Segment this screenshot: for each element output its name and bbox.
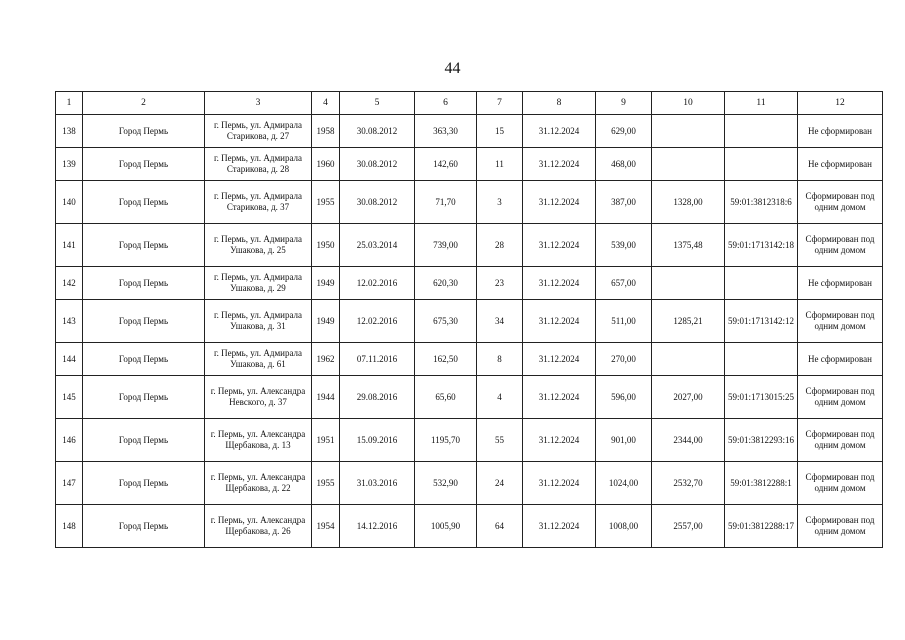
count-cell: 55 xyxy=(477,419,523,462)
city-cell: Город Пермь xyxy=(83,462,205,505)
row-number-cell: 141 xyxy=(56,224,83,267)
land-area-cell: 468,00 xyxy=(596,148,652,181)
plot-area-cell: 1328,00 xyxy=(652,181,725,224)
deadline-cell: 31.12.2024 xyxy=(523,267,596,300)
count-cell: 23 xyxy=(477,267,523,300)
area-cell: 620,30 xyxy=(415,267,477,300)
date-cell: 29.08.2016 xyxy=(340,376,415,419)
row-number-cell: 143 xyxy=(56,300,83,343)
column-header: 2 xyxy=(83,92,205,115)
area-cell: 675,30 xyxy=(415,300,477,343)
deadline-cell: 31.12.2024 xyxy=(523,115,596,148)
year-cell: 1949 xyxy=(312,300,340,343)
count-cell: 64 xyxy=(477,505,523,548)
year-cell: 1949 xyxy=(312,267,340,300)
city-cell: Город Пермь xyxy=(83,267,205,300)
table-row xyxy=(56,267,883,300)
row-number-cell: 139 xyxy=(56,148,83,181)
count-cell: 11 xyxy=(477,148,523,181)
deadline-cell: 31.12.2024 xyxy=(523,148,596,181)
year-cell: 1960 xyxy=(312,148,340,181)
deadline-cell: 31.12.2024 xyxy=(523,343,596,376)
deadline-cell: 31.12.2024 xyxy=(523,300,596,343)
table-row xyxy=(56,300,883,343)
date-cell: 07.11.2016 xyxy=(340,343,415,376)
row-number-cell: 140 xyxy=(56,181,83,224)
year-cell: 1954 xyxy=(312,505,340,548)
plot-area-cell xyxy=(652,267,725,300)
land-area-cell: 539,00 xyxy=(596,224,652,267)
column-header: 10 xyxy=(652,92,725,115)
date-cell: 15.09.2016 xyxy=(340,419,415,462)
count-cell: 4 xyxy=(477,376,523,419)
land-area-cell: 629,00 xyxy=(596,115,652,148)
address-cell: г. Пермь, ул. Александра Щербакова, д. 26 xyxy=(205,505,312,548)
deadline-cell: 31.12.2024 xyxy=(523,376,596,419)
column-header: 6 xyxy=(415,92,477,115)
row-number-cell: 138 xyxy=(56,115,83,148)
year-cell: 1955 xyxy=(312,181,340,224)
area-cell: 1195,70 xyxy=(415,419,477,462)
registry-table xyxy=(55,91,883,548)
cadastral-number-cell xyxy=(725,267,798,300)
cadastral-number-cell: 59:01:3812288:17 xyxy=(725,505,798,548)
table-row xyxy=(56,181,883,224)
address-cell: г. Пермь, ул. Адмирала Ушакова, д. 25 xyxy=(205,224,312,267)
city-cell: Город Пермь xyxy=(83,376,205,419)
year-cell: 1951 xyxy=(312,419,340,462)
cadastral-number-cell xyxy=(725,115,798,148)
land-area-cell: 511,00 xyxy=(596,300,652,343)
plot-area-cell: 2344,00 xyxy=(652,419,725,462)
table-row xyxy=(56,462,883,505)
area-cell: 65,60 xyxy=(415,376,477,419)
column-header: 5 xyxy=(340,92,415,115)
status-cell: Сформирован под одним домом xyxy=(798,419,883,462)
cadastral-number-cell xyxy=(725,343,798,376)
address-cell: г. Пермь, ул. Александра Щербакова, д. 13 xyxy=(205,419,312,462)
status-cell: Сформирован под одним домом xyxy=(798,224,883,267)
table-row xyxy=(56,419,883,462)
city-cell: Город Пермь xyxy=(83,115,205,148)
area-cell: 1005,90 xyxy=(415,505,477,548)
year-cell: 1962 xyxy=(312,343,340,376)
deadline-cell: 31.12.2024 xyxy=(523,462,596,505)
area-cell: 739,00 xyxy=(415,224,477,267)
plot-area-cell: 2532,70 xyxy=(652,462,725,505)
column-header: 8 xyxy=(523,92,596,115)
page-number: 44 xyxy=(444,60,461,77)
plot-area-cell: 2557,00 xyxy=(652,505,725,548)
table-row xyxy=(56,115,883,148)
year-cell: 1955 xyxy=(312,462,340,505)
address-cell: г. Пермь, ул. Адмирала Ушакова, д. 29 xyxy=(205,267,312,300)
status-cell: Сформирован под одним домом xyxy=(798,300,883,343)
address-cell: г. Пермь, ул. Адмирала Ушакова, д. 31 xyxy=(205,300,312,343)
table-row xyxy=(56,505,883,548)
count-cell: 28 xyxy=(477,224,523,267)
status-cell: Сформирован под одним домом xyxy=(798,462,883,505)
city-cell: Город Пермь xyxy=(83,505,205,548)
row-number-cell: 148 xyxy=(56,505,83,548)
land-area-cell: 270,00 xyxy=(596,343,652,376)
column-header: 9 xyxy=(596,92,652,115)
row-number-cell: 147 xyxy=(56,462,83,505)
row-number-cell: 146 xyxy=(56,419,83,462)
status-cell: Сформирован под одним домом xyxy=(798,376,883,419)
column-header: 3 xyxy=(205,92,312,115)
row-number-cell: 142 xyxy=(56,267,83,300)
column-header: 12 xyxy=(798,92,883,115)
column-header: 7 xyxy=(477,92,523,115)
count-cell: 15 xyxy=(477,115,523,148)
cadastral-number-cell: 59:01:3812293:16 xyxy=(725,419,798,462)
count-cell: 3 xyxy=(477,181,523,224)
date-cell: 12.02.2016 xyxy=(340,300,415,343)
address-cell: г. Пермь, ул. Адмирала Старикова, д. 37 xyxy=(205,181,312,224)
table-row xyxy=(56,343,883,376)
land-area-cell: 1008,00 xyxy=(596,505,652,548)
status-cell: Сформирован под одним домом xyxy=(798,505,883,548)
deadline-cell: 31.12.2024 xyxy=(523,181,596,224)
date-cell: 31.03.2016 xyxy=(340,462,415,505)
city-cell: Город Пермь xyxy=(83,148,205,181)
plot-area-cell: 1375,48 xyxy=(652,224,725,267)
cadastral-number-cell: 59:01:3812318:6 xyxy=(725,181,798,224)
status-cell: Не сформирован xyxy=(798,343,883,376)
status-cell: Сформирован под одним домом xyxy=(798,181,883,224)
column-header: 4 xyxy=(312,92,340,115)
date-cell: 30.08.2012 xyxy=(340,148,415,181)
row-number-cell: 145 xyxy=(56,376,83,419)
area-cell: 142,60 xyxy=(415,148,477,181)
land-area-cell: 387,00 xyxy=(596,181,652,224)
status-cell: Не сформирован xyxy=(798,115,883,148)
city-cell: Город Пермь xyxy=(83,300,205,343)
area-cell: 532,90 xyxy=(415,462,477,505)
deadline-cell: 31.12.2024 xyxy=(523,224,596,267)
status-cell: Не сформирован xyxy=(798,148,883,181)
table-header-row xyxy=(56,92,883,115)
column-header: 11 xyxy=(725,92,798,115)
city-cell: Город Пермь xyxy=(83,181,205,224)
land-area-cell: 596,00 xyxy=(596,376,652,419)
address-cell: г. Пермь, ул. Адмирала Ушакова, д. 61 xyxy=(205,343,312,376)
table-row xyxy=(56,376,883,419)
area-cell: 162,50 xyxy=(415,343,477,376)
land-area-cell: 901,00 xyxy=(596,419,652,462)
city-cell: Город Пермь xyxy=(83,419,205,462)
column-header: 1 xyxy=(56,92,83,115)
plot-area-cell xyxy=(652,148,725,181)
status-cell: Не сформирован xyxy=(798,267,883,300)
plot-area-cell xyxy=(652,115,725,148)
deadline-cell: 31.12.2024 xyxy=(523,419,596,462)
plot-area-cell: 2027,00 xyxy=(652,376,725,419)
land-area-cell: 1024,00 xyxy=(596,462,652,505)
cadastral-number-cell: 59:01:1713142:12 xyxy=(725,300,798,343)
year-cell: 1950 xyxy=(312,224,340,267)
cadastral-number-cell: 59:01:1713142:18 xyxy=(725,224,798,267)
address-cell: г. Пермь, ул. Адмирала Старикова, д. 28 xyxy=(205,148,312,181)
date-cell: 14.12.2016 xyxy=(340,505,415,548)
count-cell: 24 xyxy=(477,462,523,505)
table-row xyxy=(56,224,883,267)
table-row xyxy=(56,148,883,181)
date-cell: 30.08.2012 xyxy=(340,115,415,148)
plot-area-cell xyxy=(652,343,725,376)
count-cell: 34 xyxy=(477,300,523,343)
count-cell: 8 xyxy=(477,343,523,376)
city-cell: Город Пермь xyxy=(83,224,205,267)
cadastral-number-cell xyxy=(725,148,798,181)
plot-area-cell: 1285,21 xyxy=(652,300,725,343)
area-cell: 363,30 xyxy=(415,115,477,148)
row-number-cell: 144 xyxy=(56,343,83,376)
year-cell: 1958 xyxy=(312,115,340,148)
address-cell: г. Пермь, ул. Адмирала Старикова, д. 27 xyxy=(205,115,312,148)
address-cell: г. Пермь, ул. Александра Щербакова, д. 22 xyxy=(205,462,312,505)
date-cell: 12.02.2016 xyxy=(340,267,415,300)
deadline-cell: 31.12.2024 xyxy=(523,505,596,548)
year-cell: 1944 xyxy=(312,376,340,419)
land-area-cell: 657,00 xyxy=(596,267,652,300)
date-cell: 30.08.2012 xyxy=(340,181,415,224)
cadastral-number-cell: 59:01:1713015:25 xyxy=(725,376,798,419)
cadastral-number-cell: 59:01:3812288:1 xyxy=(725,462,798,505)
area-cell: 71,70 xyxy=(415,181,477,224)
date-cell: 25.03.2014 xyxy=(340,224,415,267)
address-cell: г. Пермь, ул. Александра Невского, д. 37 xyxy=(205,376,312,419)
city-cell: Город Пермь xyxy=(83,343,205,376)
